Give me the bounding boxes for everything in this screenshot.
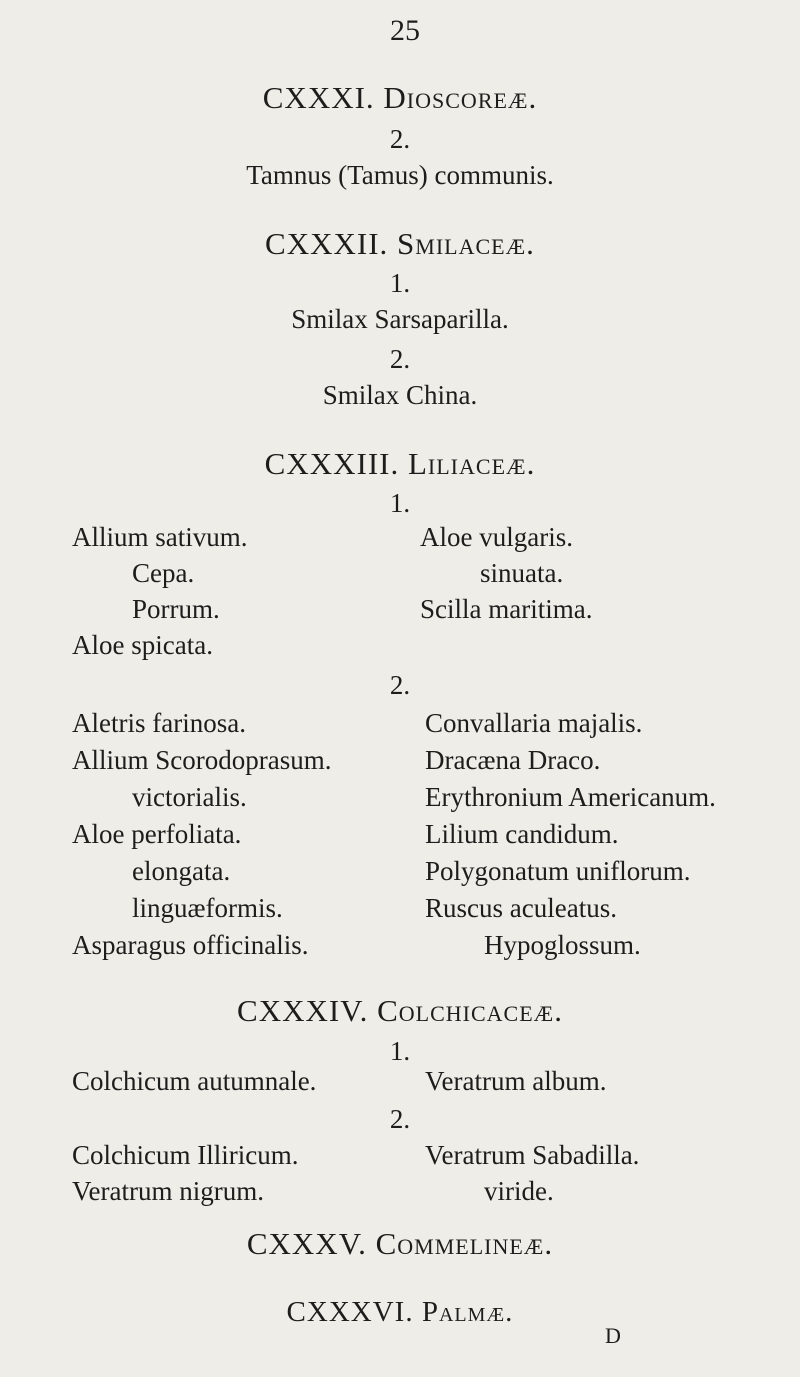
- family-name: Colchicaceæ.: [377, 993, 563, 1028]
- family-heading-dioscoreae: [0, 80, 800, 116]
- species-entry: Asparagus officinalis.: [72, 930, 309, 960]
- family-numeral: CXXXV.: [246, 1226, 367, 1261]
- species-entry: Porrum.: [132, 594, 220, 624]
- species-entry: victorialis.: [132, 782, 247, 812]
- family-name: Palmæ.: [421, 1296, 514, 1328]
- species-entry: linguæformis.: [132, 893, 283, 923]
- species-entry: Ruscus aculeatus.: [425, 893, 617, 923]
- species-entry: Convallaria majalis.: [425, 708, 643, 738]
- species-entry: Polygonatum uniflorum.: [425, 856, 691, 886]
- family-heading-commelineae: [0, 1226, 800, 1262]
- family-name: Smilaceæ.: [397, 226, 535, 261]
- species-entry: viride.: [484, 1176, 554, 1206]
- family-numeral: CXXXI.: [262, 80, 375, 115]
- species-entry: Cepa.: [132, 558, 195, 588]
- species-entry: Smilax China.: [322, 380, 478, 410]
- group-label: 2.: [389, 124, 411, 154]
- species-entry: Aloe vulgaris.: [420, 522, 573, 552]
- family-heading-liliaceae: [0, 446, 800, 482]
- group-label: 2.: [389, 1104, 411, 1134]
- family-numeral: CXXXVI.: [286, 1296, 414, 1328]
- species-entry: Colchicum Illiricum.: [72, 1140, 299, 1170]
- species-entry: Aletris farinosa.: [72, 708, 246, 738]
- species-entry: Hypoglossum.: [484, 930, 641, 960]
- group-label: 1.: [389, 1036, 411, 1066]
- species-entry: Colchicum autumnale.: [72, 1066, 317, 1096]
- family-numeral: CXXXII.: [265, 226, 389, 261]
- family-name: Commelineæ.: [375, 1226, 554, 1261]
- family-heading-smilaceae: [0, 226, 800, 262]
- species-entry: Veratrum Sabadilla.: [425, 1140, 640, 1170]
- printer-signature: D: [605, 1323, 621, 1348]
- species-entry: sinuata.: [480, 558, 564, 588]
- family-name: Liliaceæ.: [407, 446, 536, 481]
- family-heading-palmae: [0, 1296, 800, 1329]
- family-numeral: CXXXIV.: [237, 993, 369, 1028]
- species-entry: Erythronium Americanum.: [425, 782, 716, 812]
- group-label: 1.: [389, 488, 411, 518]
- page-number: 25: [390, 14, 420, 47]
- species-entry: elongata.: [132, 856, 231, 886]
- family-name: Dioscoreæ.: [383, 80, 538, 115]
- species-entry: Tamnus (Tamus) communis.: [246, 160, 554, 190]
- group-label: 2.: [389, 344, 411, 374]
- species-entry: Allium sativum.: [72, 522, 248, 552]
- species-entry: Dracæna Draco.: [425, 745, 601, 775]
- species-entry: Lilium candidum.: [425, 819, 619, 849]
- group-label: 1.: [389, 268, 411, 298]
- family-numeral: CXXXIII.: [264, 446, 400, 481]
- species-entry: Scilla maritima.: [420, 594, 593, 624]
- family-heading-colchicaceae: [0, 993, 800, 1029]
- species-entry: Smilax Sarsaparilla.: [291, 304, 509, 334]
- species-entry: Aloe perfoliata.: [72, 819, 242, 849]
- species-entry: Allium Scorodoprasum.: [72, 745, 332, 775]
- group-label: 2.: [389, 670, 411, 700]
- species-entry: Veratrum nigrum.: [72, 1176, 264, 1206]
- species-entry: Veratrum album.: [425, 1066, 607, 1096]
- species-entry: Aloe spicata.: [72, 630, 213, 660]
